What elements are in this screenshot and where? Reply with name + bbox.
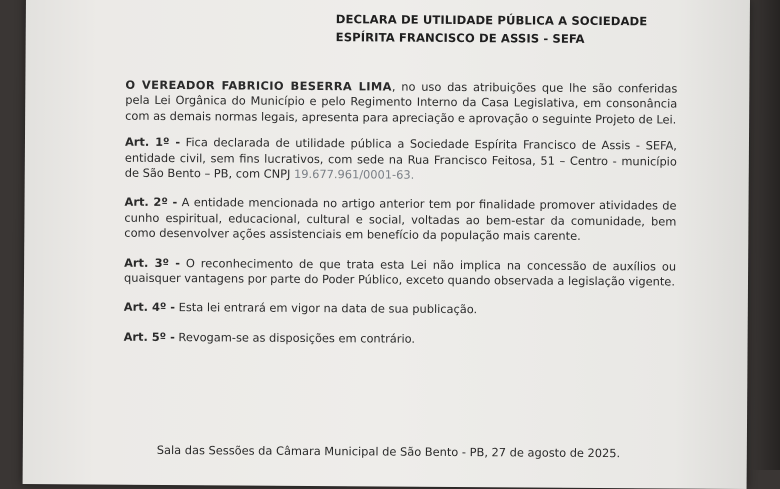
page-edge-shadow xyxy=(750,0,780,470)
document-body xyxy=(123,78,677,360)
article-text: Fica declarada de utilidade pública a Sociedade Espírita Francisco de Assis - SEFA, entidade civil, sem fins lucrativos, com sede na Rua Francisco Feitosa, 51 – Centro - município de São Bento – PB, com CNPJ xyxy=(124,135,678,181)
article-2 xyxy=(124,195,676,245)
cnpj-number: 19.677.961/0001-63. xyxy=(293,166,415,182)
article-text: Revogam-se as disposições em contrário. xyxy=(174,329,416,346)
article-4 xyxy=(124,300,676,319)
intro-text: , no uso das atribuições que lhe são conferidas pela Lei Orgânica do Município e pelo Regimento Interno da Casa Legislativa, em consonância com as demais normas legais, apresenta para apreciação e aprovação o seguinte Projeto de Lei. xyxy=(125,79,678,127)
article-label: Art. 1º - xyxy=(124,134,181,150)
councilor-name: O VEREADOR FABRICIO BESERRA LIMA xyxy=(125,77,392,94)
article-text: A entidade mencionada no artigo anterior tem por finalidade promover atividades de cunho espiritual, educacional, cultural e social, voltadas ao bem-estar da comunidade, bem como desenvolver ações assistenciais em benefício da população mais carente. xyxy=(124,195,677,244)
closing-line: Sala das Sessões da Câmara Municipal de São Bento - PB, 27 de agosto de 2025. xyxy=(156,442,621,461)
intro-paragraph xyxy=(125,78,677,128)
article-text: Esta lei entrará em vigor na data de sua publicação. xyxy=(174,300,478,317)
article-label: Art. 3º - xyxy=(124,255,181,270)
article-text: O reconhecimento de que trata esta Lei não implica na concessão de auxílios ou quaisquer vantagens por parte do Poder Público, exceto quando observada a legislação vigente. xyxy=(123,255,677,289)
article-label: Art. 2º - xyxy=(124,195,178,210)
document-page xyxy=(23,0,750,489)
title-line-1: DECLARA DE UTILIDADE PÚBLICA A SOCIEDADE xyxy=(335,12,648,29)
article-3 xyxy=(124,255,676,290)
article-5 xyxy=(124,330,676,349)
article-label: Art. 4º - xyxy=(123,300,176,315)
article-label: Art. 5º - xyxy=(123,329,175,344)
document-title xyxy=(336,10,648,48)
title-line-2: ESPÍRITA FRANCISCO DE ASSIS - SEFA xyxy=(335,30,585,46)
article-1 xyxy=(125,135,677,185)
